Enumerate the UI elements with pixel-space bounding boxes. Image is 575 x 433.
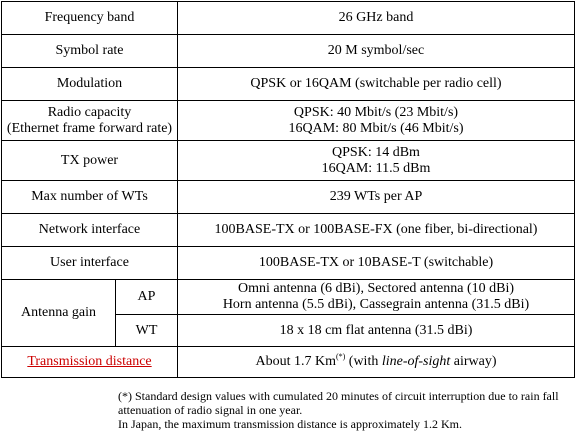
radio-capacity-16qam: 16QAM: 80 Mbit/s (46 Mbit/s) (288, 120, 464, 136)
table-row (2, 181, 575, 214)
radio-capacity-value (178, 101, 575, 141)
frequency-band-value: 26 GHz band (178, 2, 575, 35)
footnote-line1: (*) Standard design values with cumulated 20 minutes of circuit interruption due to rain fall (118, 389, 559, 403)
antenna-ap-label: AP (116, 280, 178, 315)
antenna-ap-line2: Horn antenna (5.5 dBi), Cassegrain antenna (31.5 dBi) (222, 297, 530, 312)
user-interface-value: 100BASE-TX or 10BASE-T (switchable) (178, 247, 575, 280)
table-row (2, 247, 575, 280)
tx-power-qpsk: QPSK: 14 dBm (332, 144, 420, 160)
footnote-line2: attenuation of radio signal in one year. (118, 403, 303, 417)
symbol-rate-label: Symbol rate (2, 35, 178, 68)
symbol-rate-value: 20 M symbol/sec (178, 35, 575, 68)
tx-power-value (178, 141, 575, 181)
radio-capacity-qpsk: QPSK: 40 Mbit/s (23 Mbit/s) (293, 104, 459, 120)
antenna-wt-value: 18 x 18 cm flat antenna (31.5 dBi) (178, 315, 575, 347)
transmission-distance-link[interactable]: Transmission distance (27, 354, 152, 369)
transmission-distance-value (178, 347, 575, 378)
modulation-value: QPSK or 16QAM (switchable per radio cell) (178, 68, 575, 101)
table-row (2, 35, 575, 68)
network-interface-label: Network interface (2, 214, 178, 247)
distance-mid: (with (345, 354, 382, 369)
table-row (2, 280, 575, 315)
footnote-line3: In Japan, the maximum transmission distance is approximately 1.2 Km. (118, 417, 462, 431)
antenna-gain-label: Antenna gain (2, 280, 116, 347)
distance-prefix: About 1.7 Km (255, 354, 336, 369)
tx-power-label: TX power (2, 141, 178, 181)
antenna-wt-label: WT (116, 315, 178, 347)
modulation-label: Modulation (2, 68, 178, 101)
radio-capacity-label-line1: Radio capacity (47, 104, 132, 120)
table-row (2, 214, 575, 247)
antenna-ap-line1: Omni antenna (6 dBi), Sectored antenna (10 dBi) (237, 281, 515, 296)
frequency-band-label: Frequency band (2, 2, 178, 35)
distance-italic: line-of-sight (381, 354, 451, 369)
distance-suffix: airway) (450, 354, 497, 369)
transmission-distance-label-cell (2, 347, 178, 378)
antenna-ap-value (178, 280, 575, 315)
footnote (118, 389, 570, 431)
table-row (2, 141, 575, 181)
table-row (2, 101, 575, 141)
user-interface-label: User interface (2, 247, 178, 280)
max-wts-label: Max number of WTs (2, 181, 178, 214)
tx-power-16qam: 16QAM: 11.5 dBm (321, 160, 431, 176)
network-interface-value: 100BASE-TX or 100BASE-FX (one fiber, bi-directional) (178, 214, 575, 247)
table-row (2, 2, 575, 35)
distance-footnote-marker: (*) (335, 352, 346, 361)
spec-table (1, 1, 575, 378)
max-wts-value: 239 WTs per AP (178, 181, 575, 214)
radio-capacity-label-line2: (Ethernet frame forward rate) (6, 120, 173, 136)
radio-capacity-label (2, 101, 178, 141)
table-row (2, 347, 575, 378)
table-row (2, 68, 575, 101)
